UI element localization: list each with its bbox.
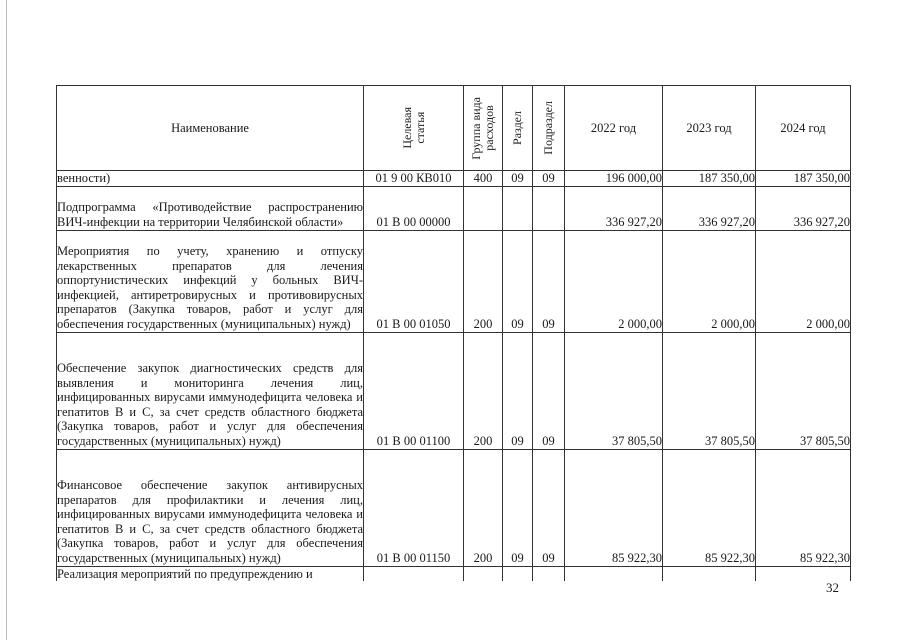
row-2022: 37 805,50 (565, 332, 663, 449)
row-section (503, 186, 533, 230)
row-subsection: 09 (533, 449, 565, 566)
row-subsection: 09 (533, 332, 565, 449)
row-2023: 85 922,30 (663, 449, 756, 566)
table-row (57, 449, 851, 566)
row-section: 09 (503, 230, 533, 332)
row-group (464, 566, 503, 581)
row-2022: 2 000,00 (565, 230, 663, 332)
row-name: Обеспечение закупок диагностических средств для выявления и мониторинга лечения лиц, инфицированных вирусами иммунодефицита человека и гепатитов В и С, за счет средств областного бюджета (Закупка товаров, работ и услуг для обеспечения государственных (муниципальных) нужд) (57, 332, 364, 449)
row-name: Финансовое обеспечение закупок антивирусных препаратов для профилактики и лечения лиц, инфицированных вирусами иммунодефицита человека и гепатитов В и С, за счет средств областного бюджета (Закупка товаров, работ и услуг для обеспечения государственных (муниципальных) нужд) (57, 449, 364, 566)
row-group (464, 186, 503, 230)
row-2024: 336 927,20 (756, 186, 851, 230)
header-target-article: Целевая статья (364, 86, 464, 171)
row-2024: 37 805,50 (756, 332, 851, 449)
row-section (503, 566, 533, 581)
row-code: 01 9 00 КВ010 (364, 171, 464, 187)
row-group: 200 (464, 230, 503, 332)
row-code: 01 В 00 01100 (364, 332, 464, 449)
row-2022: 336 927,20 (565, 186, 663, 230)
row-2022: 85 922,30 (565, 449, 663, 566)
header-2023: 2023 год (663, 86, 756, 171)
table-row (57, 332, 851, 449)
row-name: Подпрограмма «Противодействие распространению ВИЧ-инфекции на территории Челябинской области» (57, 186, 364, 230)
row-name: венности) (57, 171, 364, 187)
row-code: 01 В 00 00000 (364, 186, 464, 230)
row-group: 400 (464, 171, 503, 187)
table-header-row (57, 86, 851, 171)
row-group: 200 (464, 332, 503, 449)
table-row (57, 171, 851, 187)
header-2022: 2022 год (565, 86, 663, 171)
page-edge-line (6, 0, 7, 640)
row-2024: 2 000,00 (756, 230, 851, 332)
header-expense-group: Группа вида расходов (464, 86, 503, 171)
row-section: 09 (503, 332, 533, 449)
row-2022 (565, 566, 663, 581)
header-name: Наименование (57, 86, 364, 171)
row-name: Реализация мероприятий по предупреждению и (57, 566, 364, 581)
row-subsection: 09 (533, 230, 565, 332)
row-2023: 336 927,20 (663, 186, 756, 230)
row-2023: 187 350,00 (663, 171, 756, 187)
header-2024: 2024 год (756, 86, 851, 171)
row-code: 01 В 00 01050 (364, 230, 464, 332)
row-subsection (533, 186, 565, 230)
row-2024 (756, 566, 851, 581)
row-2023: 37 805,50 (663, 332, 756, 449)
row-group: 200 (464, 449, 503, 566)
row-2023: 2 000,00 (663, 230, 756, 332)
table-row (57, 230, 851, 332)
budget-table (56, 85, 851, 581)
row-2023 (663, 566, 756, 581)
row-name: Мероприятия по учету, хранению и отпуску лекарственных препаратов для лечения оппортунистических инфекций у больных ВИЧ-инфекцией, антиретровирусных и противовирусных препаратов (Закупка товаров, работ и услуг для обеспечения государственных (муниципальных) нужд) (57, 230, 364, 332)
row-code: 01 В 00 01150 (364, 449, 464, 566)
row-subsection: 09 (533, 171, 565, 187)
table-row (57, 566, 851, 581)
row-code (364, 566, 464, 581)
row-section: 09 (503, 171, 533, 187)
row-2024: 187 350,00 (756, 171, 851, 187)
row-2024: 85 922,30 (756, 449, 851, 566)
row-section: 09 (503, 449, 533, 566)
header-subsection: Подраздел (533, 86, 565, 171)
header-section: Раздел (503, 86, 533, 171)
page-number: 32 (826, 580, 839, 595)
row-subsection (533, 566, 565, 581)
row-2022: 196 000,00 (565, 171, 663, 187)
table-row (57, 186, 851, 230)
